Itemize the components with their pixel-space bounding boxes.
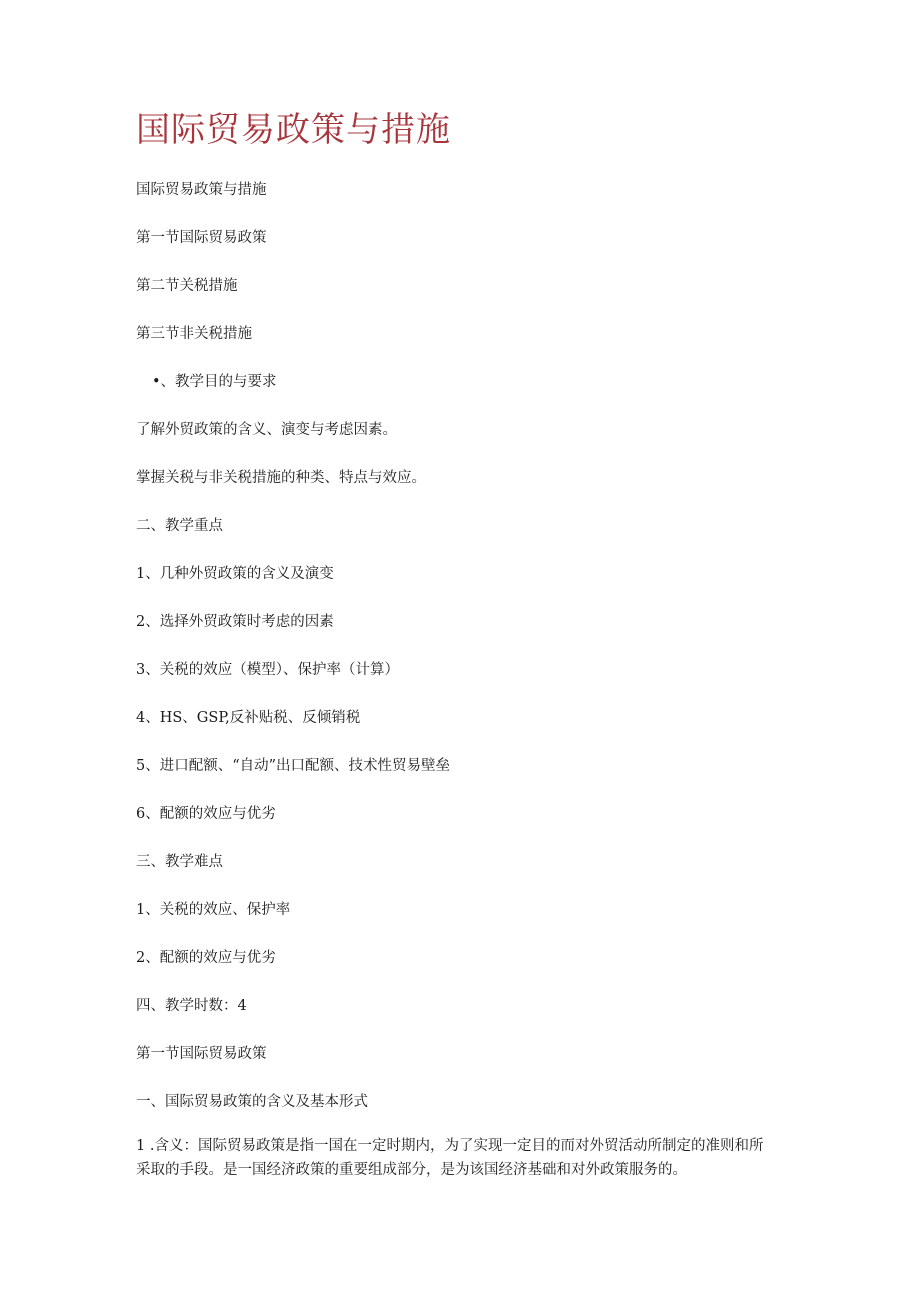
definition-paragraph: 1 .含义：国际贸易政策是指一国在一定时期内，为了实现一定目的而对外贸活动所制定的准则和所采取的手段。是一国经济政策的重要组成部分，是为该国经济基础和对外政策服务的。	[136, 1138, 764, 1178]
line-section-1: 第一节国际贸易政策	[136, 230, 267, 246]
line-difficulty-1: 1、关税的效应、保护率	[136, 902, 291, 918]
line-key-point-1: 1、几种外贸政策的含义及演变	[136, 566, 334, 582]
heading-section-1: 第一节国际贸易政策	[136, 1046, 267, 1062]
line-key-point-5: 5、进口配额、“自动”出口配额、技术性贸易壁垒	[136, 758, 451, 774]
document-title: 国际贸易政策与措施	[136, 110, 451, 150]
heading-difficulties: 三、教学难点	[136, 854, 223, 870]
line-difficulty-2: 2、配额的效应与优劣	[136, 950, 276, 966]
line-key-point-3: 3、关税的效应（模型）、保护率（计算）	[136, 662, 399, 678]
line-key-point-2: 2、选择外贸政策时考虑的因素	[136, 614, 334, 630]
line-section-2: 第二节关税措施	[136, 278, 238, 294]
line-subtitle: 国际贸易政策与措施	[136, 182, 267, 198]
heading-teaching-hours: 四、教学时数：4	[136, 998, 247, 1014]
line-goal-1: 了解外贸政策的含义、演变与考虑因素。	[136, 422, 397, 438]
heading-key-points: 二、教学重点	[136, 518, 223, 534]
line-section-3: 第三节非关税措施	[136, 326, 252, 342]
line-goal-2: 掌握关税与非关税措施的种类、特点与效应。	[136, 470, 426, 486]
line-key-point-6: 6、配额的效应与优劣	[136, 806, 276, 822]
line-key-point-4: 4、HS、GSP,反补贴税、反倾销税	[136, 710, 361, 726]
heading-policy-definition: 一、国际贸易政策的含义及基本形式	[136, 1094, 368, 1110]
heading-teaching-goals: •、教学目的与要求	[152, 374, 277, 390]
